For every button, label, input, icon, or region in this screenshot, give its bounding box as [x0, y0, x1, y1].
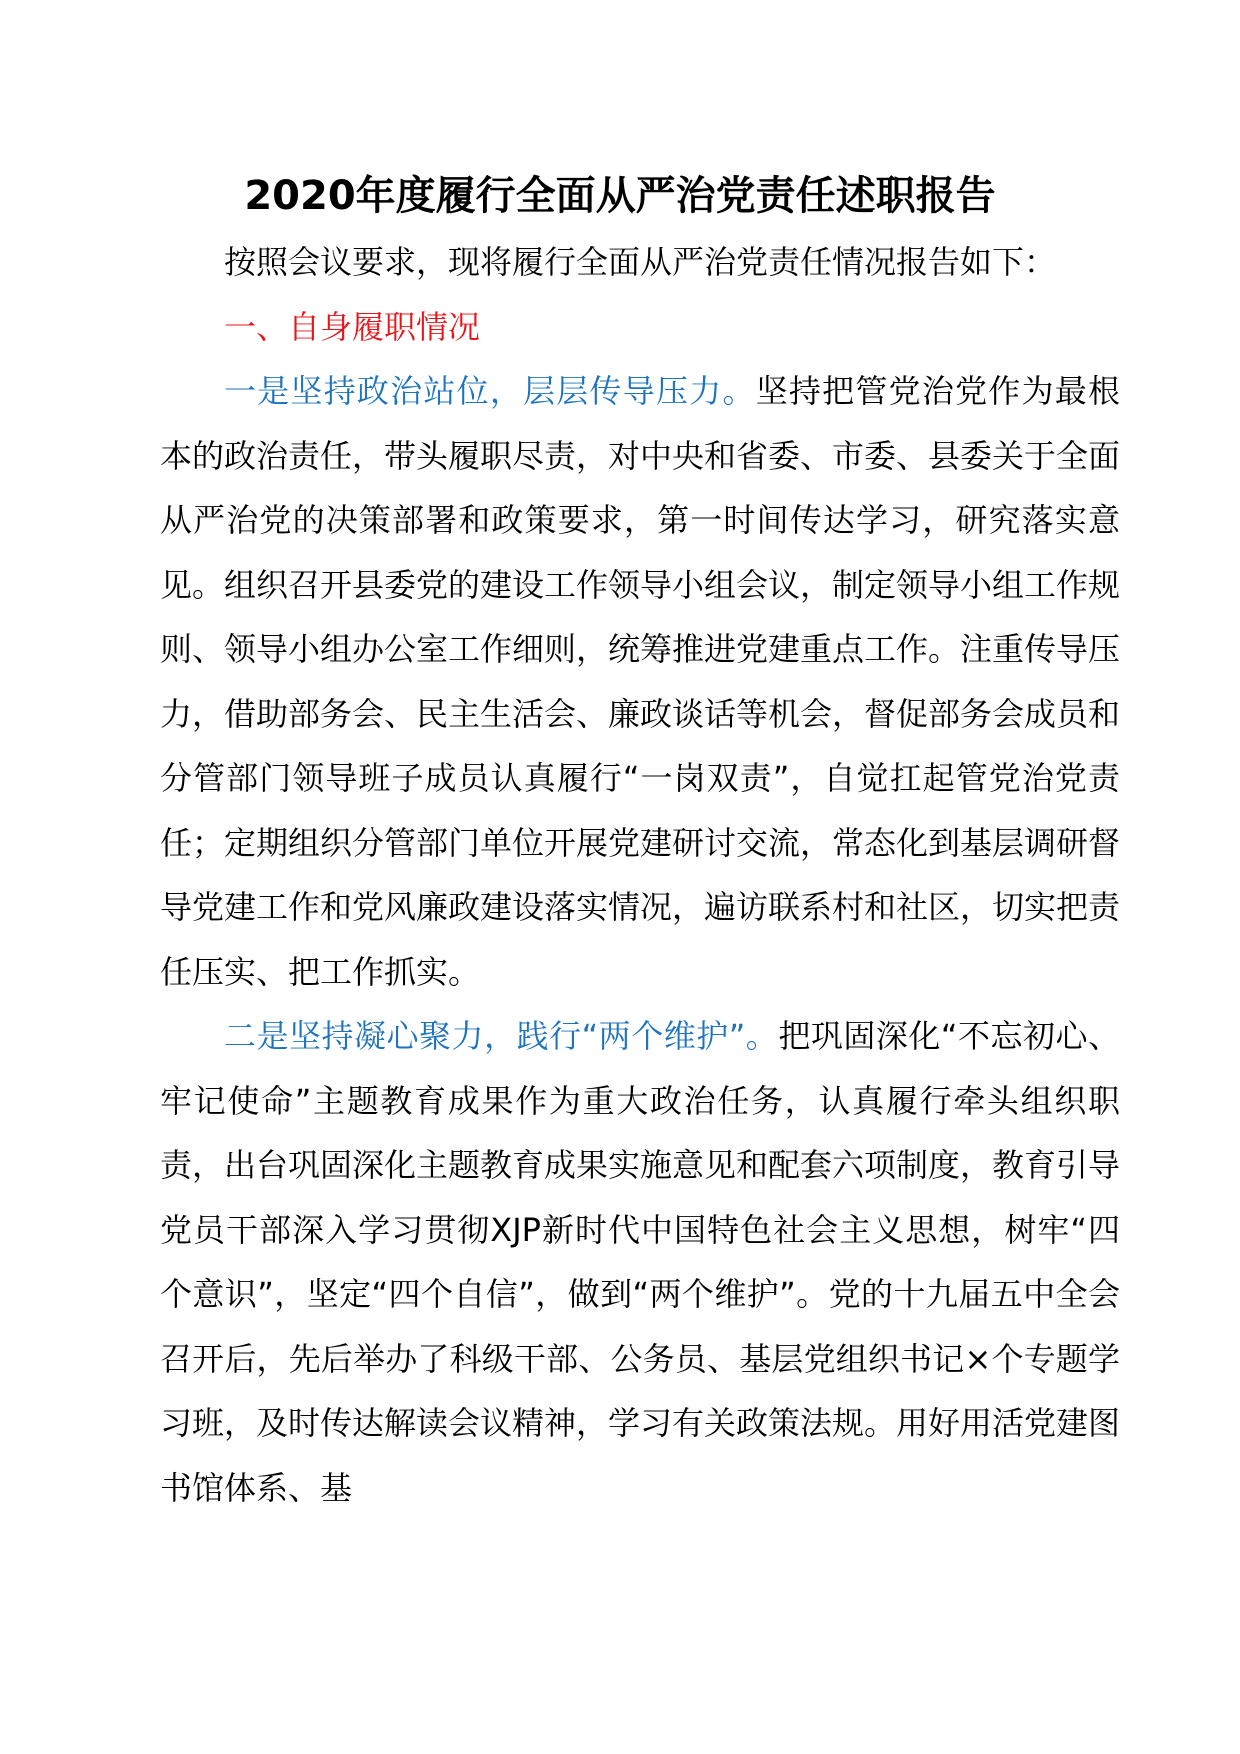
- paragraph-lead: 一是坚持政治站位，层层传导压力。: [224, 372, 756, 410]
- paragraph-text: 坚持把管党治党作为最根本的政治责任，带头履职尽责，对中央和省委、市委、县委关于全面从严治党的决策部署和政策要求，第一时间传达学习，研究落实意见。组织召开县委党的建设工作领导小组会议，制定领导小组工作规则、领导小组办公室工作细则，统筹推进党建重点工作。注重传导压力，借助部务会、民主生活会、廉政谈话等机会，督促部务会成员和分管部门领导班子成员认真履行“一岗双责”，自觉扛起管党治党责任；定期组织分管部门单位开展党建研讨交流，常态化到基层调研督导党建工作和党风廉政建设落实情况，遍访联系村和社区，切实把责任压实、把工作抓实。: [160, 372, 1121, 991]
- paragraph-lead: 二是坚持凝心聚力，践行“两个维护”。: [224, 1017, 779, 1055]
- paragraph-text: 把巩固深化“不忘初心、牢记使命”主题教育成果作为重大政治任务，认真履行牵头组织职责，出台巩固深化主题教育成果实施意见和配套六项制度，教育引导党员干部深入学习贯彻XJP新时代中国特色社会主义思想，树牢“四个意识”，坚定“四个自信”，做到“两个维护”。党的十九届五中全会召开后，先后举办了科级干部、公务员、基层党组织书记×个专题学习班，及时传达解读会议精神，学习有关政策法规。用好用活党建图书馆体系、基: [160, 1017, 1121, 1507]
- body-paragraph: [160, 1004, 1120, 1520]
- intro-paragraph: 按照会议要求，现将履行全面从严治党责任情况报告如下：: [224, 243, 1057, 281]
- document-body: [160, 230, 1120, 1520]
- section-heading: 一、自身履职情况: [224, 307, 481, 346]
- document-title: 2020年度履行全面从严治党责任述职报告: [244, 173, 996, 219]
- body-paragraph: [160, 359, 1120, 1004]
